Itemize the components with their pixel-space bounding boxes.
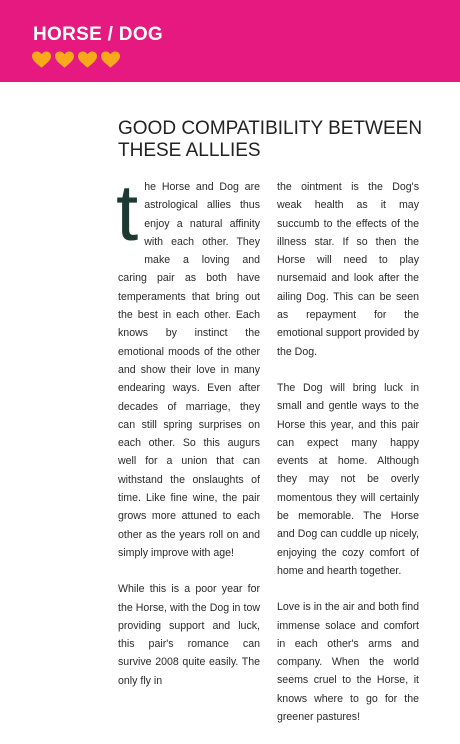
compatibility-rating <box>32 51 120 69</box>
article-heading <box>118 118 438 162</box>
drop-cap: t <box>116 168 139 257</box>
heart-icon <box>101 51 120 69</box>
heading-line-2: THESE ALLLIES <box>118 140 261 161</box>
heading-line-1: GOOD COMPATIBILITY BETWEEN <box>118 118 423 139</box>
heart-icon <box>32 51 51 69</box>
heart-icon <box>55 51 74 69</box>
left-column <box>116 168 260 708</box>
heart-icon <box>78 51 97 69</box>
paragraph-text: he Horse and Dog are astrological allies thus enjoy a natural affinity with each other. They make a loving and caring pair as both have temperaments that bring out the best in each other. Each knows by instinct the emotional moods of the other and show their love in many endearing ways. Even after decades of marriage, they can still spring surprises on each other. So this augurs well for a union that can withstand the onslaughts of time. Like fine wine, the pair grows more attuned to each other as the years roll on and simply improve with age! <box>118 181 260 559</box>
header-banner <box>0 0 460 82</box>
paragraph: the ointment is the Dog's weak health as it may succumb to the effects of the illness star. If so then the Horse will need to play nursemaid and look after the ailing Dog. This can be seen as repayment for the emotional support provided by the Dog. <box>277 181 419 358</box>
right-column <box>277 178 419 744</box>
paragraph: Love is in the air and both find immense solace and comfort in each other's arms and company. When the world seems cruel to the Horse, it knows where to go for the greener pastures! <box>277 601 419 724</box>
page-title: HORSE / DOG <box>33 24 163 45</box>
paragraph: The Dog will bring luck in small and gentle ways to the Horse this year, and this pair can expect many happy events at home. Although they may not be overly momentous they will certainly be memorable. The Horse and Dog can cuddle up nicely, enjoying the cozy comfort of home and hearth together. <box>277 381 419 577</box>
paragraph: While this is a poor year for the Horse, with the Dog in tow providing support and luck, this pair's romance can survive 2008 quite easily. The only fly in <box>118 583 260 687</box>
paragraph <box>116 168 260 562</box>
